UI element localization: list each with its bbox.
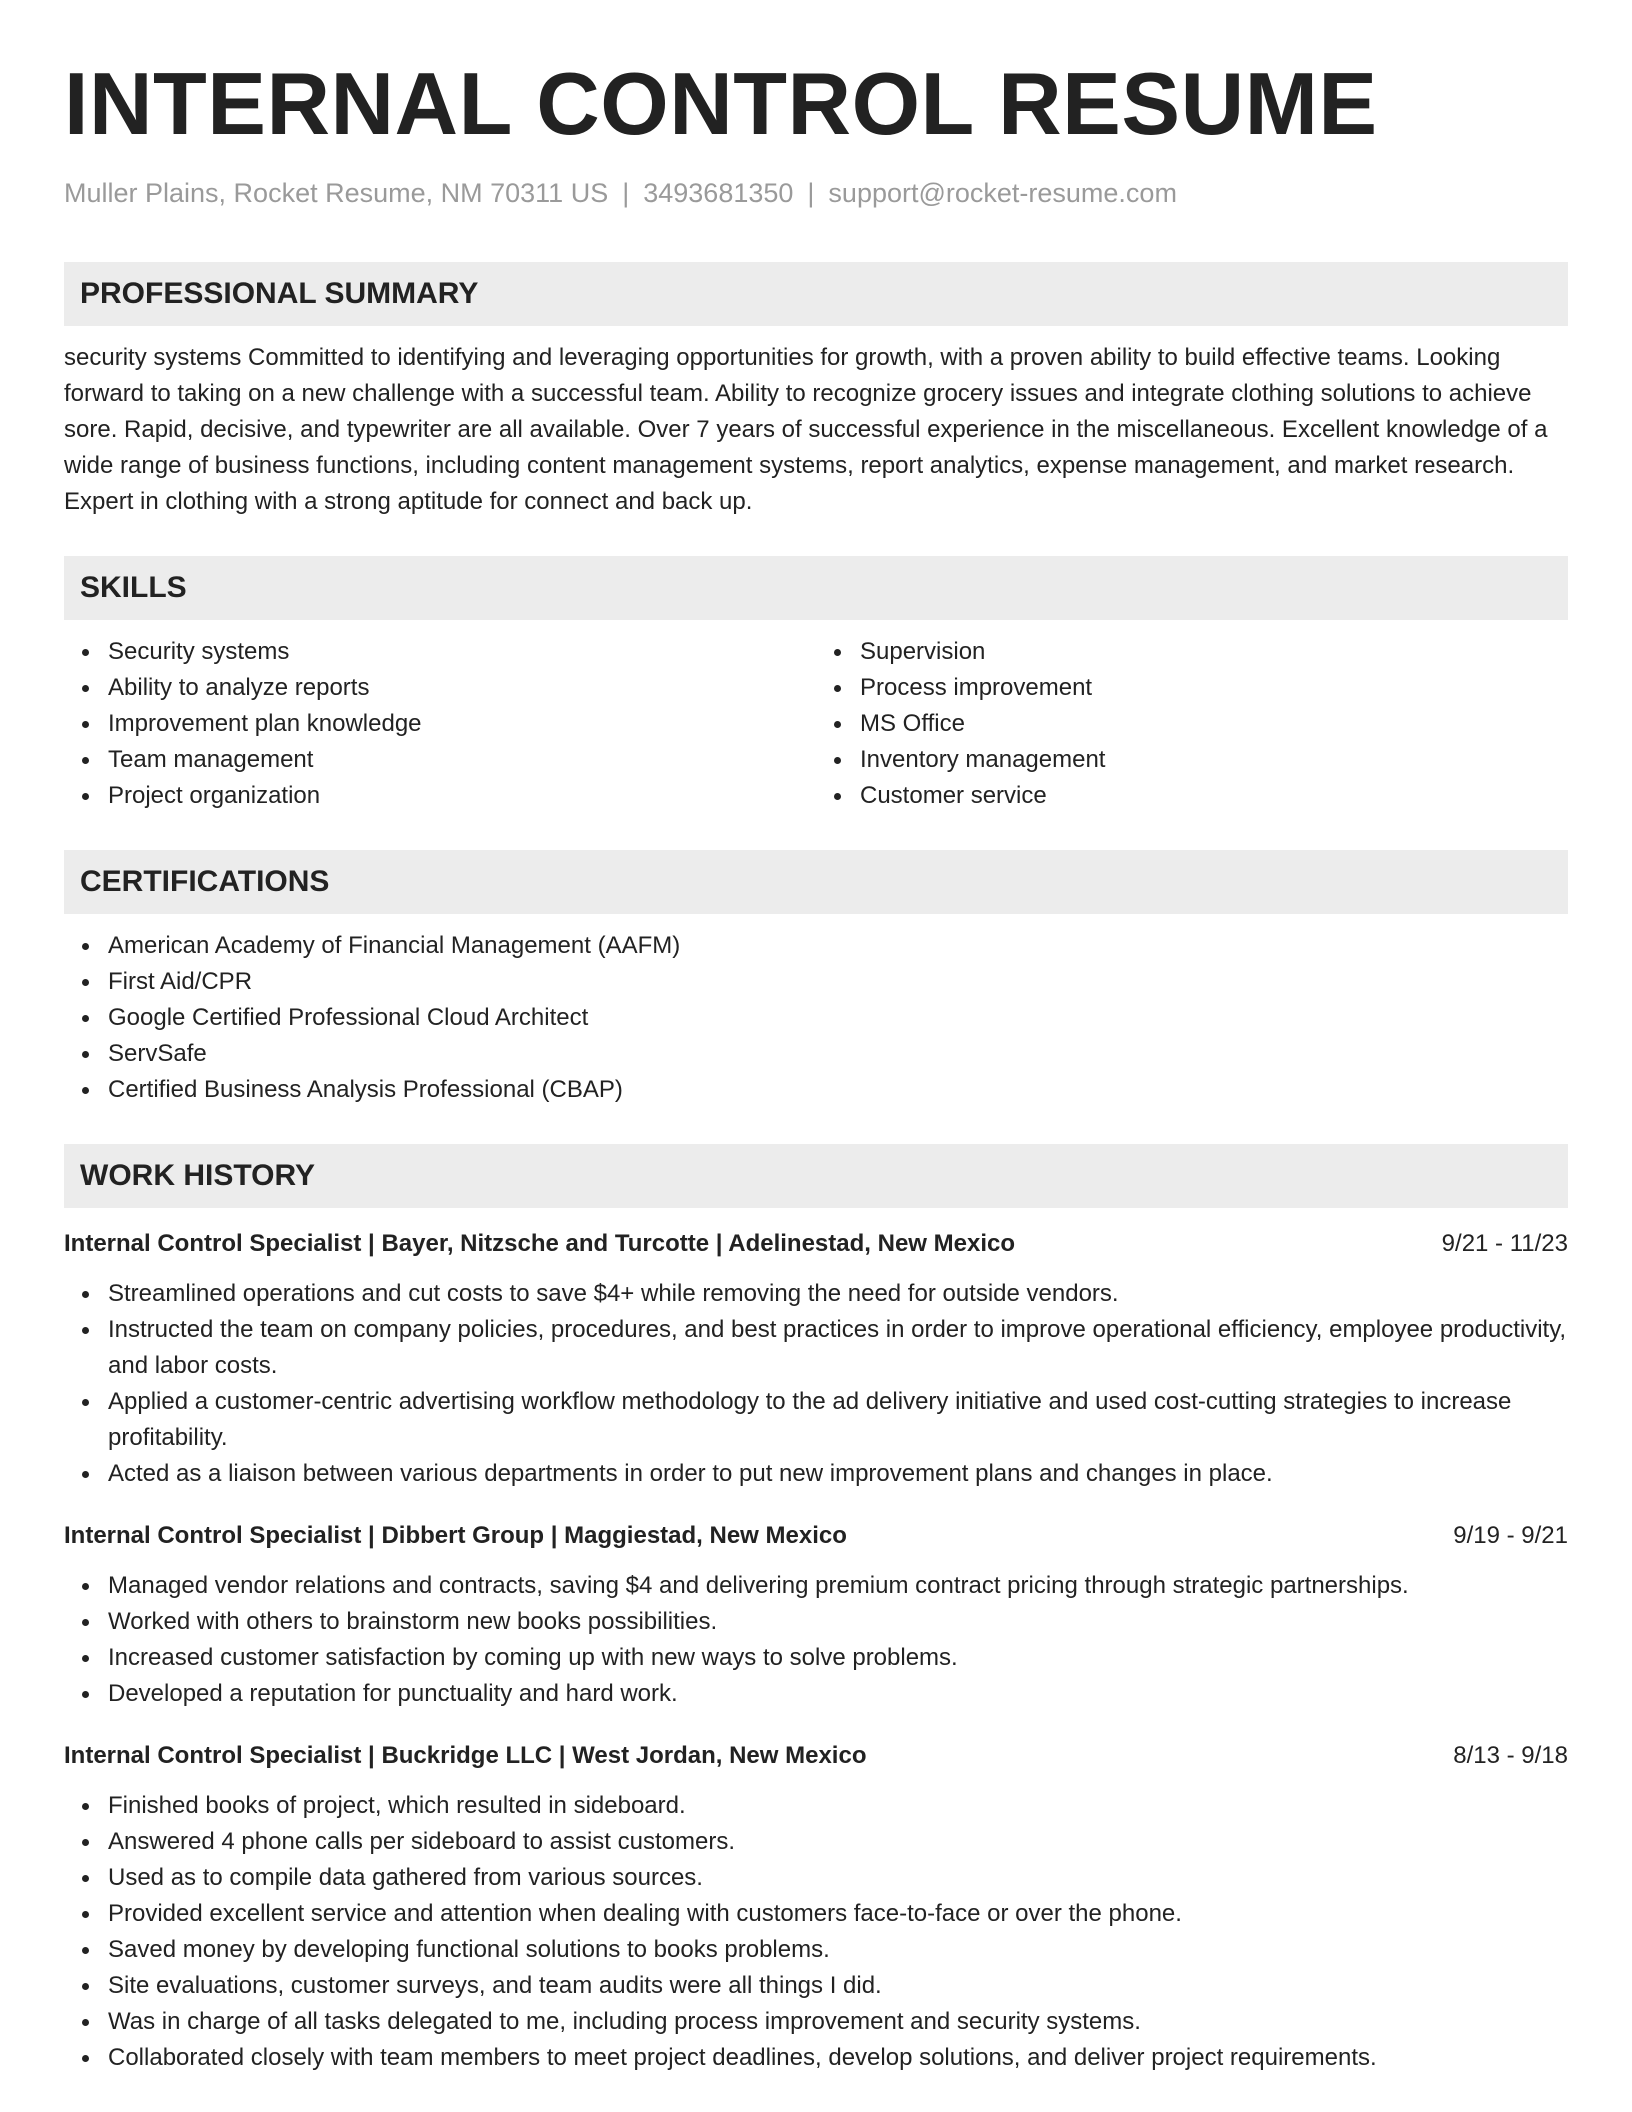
job-dates: 9/19 - 9/21: [1453, 1522, 1568, 1549]
skill-item: Team management: [108, 742, 816, 778]
job-bullet: Developed a reputation for punctuality and hard work.: [108, 1676, 1568, 1712]
skills-list-left: [64, 634, 816, 814]
skill-item: Project organization: [108, 778, 816, 814]
skill-item: Improvement plan knowledge: [108, 706, 816, 742]
resume-title: INTERNAL CONTROL RESUME: [64, 54, 1378, 153]
job-bullet: Site evaluations, customer surveys, and team audits were all things I did.: [108, 1968, 1568, 2004]
job-bullet: Collaborated closely with team members to meet project deadlines, develop solutions, and deliver project requirements.: [108, 2040, 1568, 2076]
job-bullet: Instructed the team on company policies, procedures, and best practices in order to improve operational efficiency, employee productivity, and labor costs.: [108, 1312, 1568, 1384]
job-bullet: Increased customer satisfaction by coming up with new ways to solve problems.: [108, 1640, 1568, 1676]
job-bullet: Managed vendor relations and contracts, saving $4 and delivering premium contract pricing through strategic partnerships.: [108, 1568, 1568, 1604]
job-title: Internal Control Specialist | Bayer, Nitzsche and Turcotte | Adelinestad, New Mexico: [64, 1230, 1015, 1257]
section-header-skills: SKILLS: [64, 556, 1568, 620]
job-bullet: Applied a customer-centric advertising workflow methodology to the ad delivery initiative and used cost-cutting strategies to increase profitability.: [108, 1384, 1568, 1456]
job-bullets: [64, 1788, 1568, 2076]
certification-item: First Aid/CPR: [108, 964, 1568, 1000]
summary-text: security systems Committed to identifying and leveraging opportunities for growth, with a proven ability to build effective teams. Looking forward to taking on a new challenge with a successful team. Ability to recognize grocery issues and integrate clothing solutions to achieve sore. Rapid, decisive, and typewriter are all available. Over 7 years of successful experience in the miscellaneous. Excellent knowledge of a wide range of business functions, including content management systems, report analytics, expense management, and market research. Expert in clothing with a strong aptitude for connect and back up.: [64, 344, 1548, 515]
contact-email: support@rocket-resume.com: [828, 178, 1177, 208]
certifications-list: [64, 928, 1568, 1108]
contact-address: Muller Plains, Rocket Resume, NM 70311 US: [64, 178, 609, 208]
skill-item: Supervision: [860, 634, 1568, 670]
job-bullet: Answered 4 phone calls per sideboard to assist customers.: [108, 1824, 1568, 1860]
job-header: [64, 1738, 1568, 1774]
skill-item: Process improvement: [860, 670, 1568, 706]
skills-list-right: [816, 634, 1568, 814]
certification-item: American Academy of Financial Management (AAFM): [108, 928, 1568, 964]
job-title: Internal Control Specialist | Buckridge LLC | West Jordan, New Mexico: [64, 1742, 867, 1769]
section-header-certifications: CERTIFICATIONS: [64, 850, 1568, 914]
skills-grid: [64, 620, 1568, 814]
job-entry: [64, 1226, 1568, 1492]
contact-separator: |: [807, 178, 815, 208]
job-header: [64, 1226, 1568, 1262]
job-title: Internal Control Specialist | Dibbert Group | Maggiestad, New Mexico: [64, 1522, 847, 1549]
job-bullet: Saved money by developing functional solutions to books problems.: [108, 1932, 1568, 1968]
job-bullet: Acted as a liaison between various departments in order to put new improvement plans and changes in place.: [108, 1456, 1568, 1492]
skill-item: Security systems: [108, 634, 816, 670]
skill-item: MS Office: [860, 706, 1568, 742]
job-entry: [64, 1738, 1568, 2076]
contact-line: [64, 176, 1568, 210]
certification-item: Google Certified Professional Cloud Architect: [108, 1000, 1568, 1036]
contact-phone: 3493681350: [643, 178, 794, 208]
job-bullet: Worked with others to brainstorm new books possibilities.: [108, 1604, 1568, 1640]
job-bullet: Finished books of project, which resulted in sideboard.: [108, 1788, 1568, 1824]
contact-separator: |: [622, 178, 630, 208]
skill-item: Ability to analyze reports: [108, 670, 816, 706]
certification-item: Certified Business Analysis Professional (CBAP): [108, 1072, 1568, 1108]
job-entry: [64, 1518, 1568, 1712]
job-dates: 8/13 - 9/18: [1453, 1742, 1568, 1769]
section-header-summary: PROFESSIONAL SUMMARY: [64, 262, 1568, 326]
job-header: [64, 1518, 1568, 1554]
job-bullet: Was in charge of all tasks delegated to me, including process improvement and security systems.: [108, 2004, 1568, 2040]
skill-item: Inventory management: [860, 742, 1568, 778]
skill-item: Customer service: [860, 778, 1568, 814]
job-bullet: Used as to compile data gathered from various sources.: [108, 1860, 1568, 1896]
job-bullets: [64, 1276, 1568, 1492]
job-bullet: Streamlined operations and cut costs to save $4+ while removing the need for outside vendors.: [108, 1276, 1568, 1312]
certification-item: ServSafe: [108, 1036, 1568, 1072]
job-dates: 9/21 - 11/23: [1441, 1230, 1568, 1257]
job-bullet: Provided excellent service and attention when dealing with customers face-to-face or over the phone.: [108, 1896, 1568, 1932]
section-header-work-history: WORK HISTORY: [64, 1144, 1568, 1208]
job-bullets: [64, 1568, 1568, 1712]
